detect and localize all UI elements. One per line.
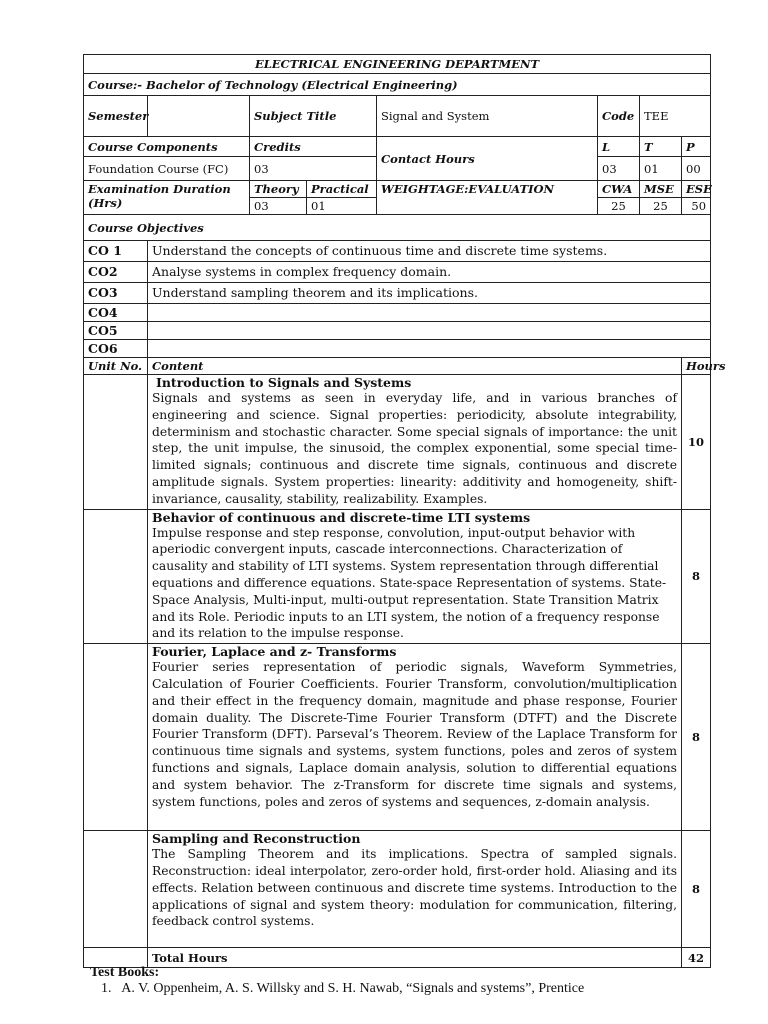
theory-label: Theory <box>250 181 307 198</box>
code-label: Code <box>598 96 640 137</box>
credits-label: Credits <box>250 137 377 157</box>
semester-label: Semester <box>84 96 148 137</box>
practical-label: Practical <box>307 181 377 198</box>
co-text: Understand the concepts of continuous time and discrete time systems. <box>148 241 711 262</box>
p-value: 00 <box>682 157 711 181</box>
unit-number <box>84 509 148 644</box>
theory-value: 03 <box>250 198 307 215</box>
hours-label: Hours <box>682 358 711 375</box>
subject-title-label: Subject Title <box>250 96 377 137</box>
subject-title-value: Signal and System <box>377 96 598 137</box>
co-text: Understand sampling theorem and its implications. <box>148 283 711 304</box>
l-value: 03 <box>598 157 640 181</box>
unit-number <box>84 644 148 831</box>
unit-number <box>84 831 148 948</box>
unit-no-label: Unit No. <box>84 358 148 375</box>
co-id: CO4 <box>84 304 148 322</box>
unit-hours: 8 <box>682 831 711 948</box>
exam-duration-label: Examination Duration (Hrs) <box>84 181 250 215</box>
t-label: T <box>640 137 682 157</box>
co-text <box>148 304 711 322</box>
book-item: 1. A. V. Oppenheim, A. S. Willsky and S. H. Nawab, “Signals and systems”, Prentice <box>101 981 585 996</box>
unit-body: Impulse response and step response, convolution, input-output behavior with aperiodic convergent inputs, cascade interconnections. Characterization of causality and stability of LTI systems. System representation through differential equations and difference equations. State-space Representation of systems. State-Space Analysis, Multi-input, multi-output representation. State Transition Matrix and its Role. Periodic inputs to an LTI system, the notion of a frequency response and its relation to the impulse response. <box>152 525 667 641</box>
co-id: CO3 <box>84 283 148 304</box>
credits-value: 03 <box>250 157 377 181</box>
unit-content <box>148 644 682 831</box>
course-name: Course:- Bachelor of Technology (Electrical Engineering) <box>84 74 711 96</box>
unit-row <box>84 509 711 644</box>
unit-title: Fourier, Laplace and z- Transforms <box>152 644 397 660</box>
total-hours-label: Total Hours <box>148 948 682 968</box>
test-books-heading: Test Books: <box>90 965 160 980</box>
unit-body: The Sampling Theorem and its implications. Spectra of sampled signals. Reconstruction: ideal interpolator, zero-order hold, first-order hold. Aliasing and its effects. Relation between continuous and discrete time systems. Introduction to the applications of signal and system theory: modulation for communication, filtering, feedback control systems. <box>152 847 677 929</box>
unit-content <box>148 831 682 948</box>
t-value: 01 <box>640 157 682 181</box>
unit-hours: 8 <box>682 509 711 644</box>
unit-body: Fourier series representation of periodic signals, Waveform Symmetries, Calculation of Fourier Coefficients. Fourier Transform, convolution/multiplication and their effect in the frequency domain, magnitude and phase response, Fourier domain duality. The Discrete-Time Fourier Transform (DTFT) and the Discrete Fourier Transform (DFT). Parseval’s Theorem. Review of the Laplace Transform for continuous time signals and systems, system functions, poles and zeros of system functions and signals, Laplace domain analysis, solution to differential equations and system behavior. The z-Transform for discrete time signals and systems, system functions, poles and zeros of systems and sequences, z-domain analysis. <box>152 660 677 809</box>
semester-value <box>148 96 250 137</box>
co-id: CO2 <box>84 262 148 283</box>
unit-row <box>84 831 711 948</box>
test-books <box>90 965 584 997</box>
total-hours-value: 42 <box>682 948 711 968</box>
contact-hours-label: Contact Hours <box>377 137 598 181</box>
co-id: CO 1 <box>84 241 148 262</box>
course-objectives-label: Course Objectives <box>84 215 711 241</box>
unit-body: Signals and systems as seen in everyday life, and in various branches of engineering and science. Signal properties: periodicity, absolute integrability, determinism and stochastic character. Some special signals of importance: the unit step, the unit impulse, the sinusoid, the complex exponential, some special time-limited signals; continuous and discrete time signals, continuous and discrete amplitude signals. System properties: linearity: additivity and homogeneity, shift-invariance, causality, stability, realizability. Examples. <box>152 391 677 506</box>
cwa-value: 25 <box>598 198 640 215</box>
code-value: TEE <box>640 96 711 137</box>
practical-value: 01 <box>307 198 377 215</box>
cwa-label: CWA <box>598 181 640 198</box>
co-text <box>148 340 711 358</box>
course-component-value: Foundation Course (FC) <box>84 157 250 181</box>
unit-content <box>148 375 682 510</box>
department-title: ELECTRICAL ENGINEERING DEPARTMENT <box>84 55 711 74</box>
p-label: P <box>682 137 711 157</box>
co-text: Analyse systems in complex frequency domain. <box>148 262 711 283</box>
unit-title: Behavior of continuous and discrete-time LTI systems <box>152 509 531 525</box>
l-label: L <box>598 137 640 157</box>
weightage-label: WEIGHTAGE:EVALUATION <box>377 181 598 215</box>
unit-hours: 8 <box>682 644 711 831</box>
unit-title: Introduction to Signals and Systems <box>156 375 412 390</box>
ese-value: 50 <box>682 198 711 215</box>
unit-title: Sampling and Reconstruction <box>152 831 361 847</box>
content-label: Content <box>148 358 682 375</box>
unit-content <box>148 509 682 644</box>
unit-row <box>84 375 711 510</box>
course-components-label: Course Components <box>84 137 250 157</box>
mse-label: MSE <box>640 181 682 198</box>
mse-value: 25 <box>640 198 682 215</box>
ese-label: ESE <box>682 181 711 198</box>
unit-number <box>84 375 148 510</box>
co-id: CO6 <box>84 340 148 358</box>
syllabus-table <box>83 54 726 968</box>
unit-hours: 10 <box>682 375 711 510</box>
co-id: CO5 <box>84 322 148 340</box>
co-text <box>148 322 711 340</box>
unit-row <box>84 644 711 831</box>
